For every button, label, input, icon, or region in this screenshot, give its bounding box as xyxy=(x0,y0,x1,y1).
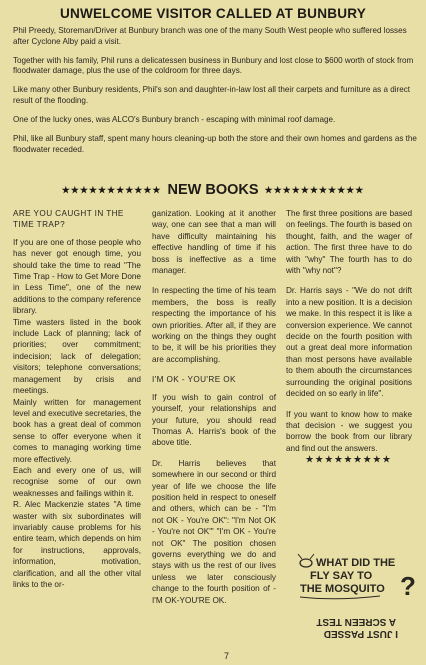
column-paragraph: ganization. Looking at it another way, one can see that a man will have difficulty maintaining his effective handling of time if his boss is ineffective as a time manager. xyxy=(152,209,276,276)
column-paragraph: The first three positions are based on feelings. The fourth is based on thought, faith, and the wager of action. The first three have to do with "why" The fourth has to do with "why not"? xyxy=(286,209,412,276)
column-3 xyxy=(286,208,412,466)
column-paragraph: Each and every one of us, will recognise some of our own weaknesses and failings within it. xyxy=(13,465,141,498)
cartoon-answer: A SCREEN TEST xyxy=(316,616,396,627)
stars-left: ★★★★★★★★★★★ xyxy=(61,184,162,195)
article-headline: UNWELCOME VISITOR CALLED AT BUNBURY xyxy=(59,6,367,21)
cartoon-text: FLY SAY TO xyxy=(310,570,373,582)
article-paragraph: Phil, like all Bunbury staff, spent many hours cleaning-up both the store and their own homes and gardens as the floodwater receded. xyxy=(13,134,417,154)
column-paragraph: Time wasters listed in the book include Lack of planning; lack of priorities; over commitment; indecision; lack of delegation; visitors; telephone conversations; management by crisis and meetings. xyxy=(13,317,141,396)
new-books-banner xyxy=(0,182,426,198)
stars-right: ★★★★★★★★★★★ xyxy=(264,184,365,195)
cartoon-text: THE MOSQUITO xyxy=(300,583,385,595)
column-paragraph: Dr. Harris believes that somewhere in our second or third year of life we choose the life position held in respect to oneself and others, which can be - "I'm not OK - You're OK": "I'm Not OK - You're not OK"' "I'm OK - You're not OK" The position chosen governs everything we do and stays with us the rest of our lives unless we later consciously change to the fourth position of -I'M OK-YOU'RE OK. xyxy=(152,458,276,605)
article-body xyxy=(13,26,419,164)
column-2 xyxy=(152,208,276,606)
article-paragraph: Together with his family, Phil runs a delicatessen business in Bunbury and lost close to $600 worth of stock from floodwater damage, plus the use of the coldroom for three days. xyxy=(13,55,414,76)
column-paragraph: If you are one of those people who has never got enough time, you should take the time to read "The Time Trap - How to Get More Done in Less Time", one of the new additions to the company reference library. xyxy=(13,237,141,316)
question-mark: ? xyxy=(400,571,416,601)
column-paragraph: In respecting the time of his team members, the boss is really respecting the importance of his own priorities. After all, if they are working on the things they ought to be, it will be his priorities they are accomplishing. xyxy=(152,286,276,364)
article-paragraph: Like many other Bunbury residents, Phil's son and daughter-in-law lost all their carpets and furniture as a direct result of the flooding. xyxy=(13,85,410,105)
column-paragraph: Dr. Harris says - "We do not drift into a new position. It is a decision we make. In this respect it is like a conversion experience. We cannot decide on the fourth position with out a great deal more information than most persons have available to them abouth the circumstances surrounding the original positions decided on so early in life". xyxy=(286,286,412,399)
column-paragraph: Mainly written for management level and executive secretaries, the book has a great deal of common sense to offer everyone when it comes to managing working time more effectively. xyxy=(13,397,141,464)
article-paragraph: One of the lucky ones, was ALCO's Bunbury branch - escaping with minimal roof damage. xyxy=(13,115,336,125)
cartoon-answer: I JUST PASSED xyxy=(323,628,398,639)
column-paragraph: R. Alec Mackenzie states "A time waster with six subordinates will invariably cause problems for his entire team, which depends on him for instructions, approvals, information, motivation, clarification, and all the other vital links to the or- xyxy=(13,500,141,589)
column-1 xyxy=(13,208,141,590)
column-paragraph: If you wish to gain control of yourself, your relationships and your future, you should read Thomas A. Harris's book of the above title. xyxy=(152,392,276,448)
page-number: 7 xyxy=(224,651,230,661)
article-paragraph: Phil Preedy, Storeman/Driver at Bunbury branch was one of the many South West people who suffered losses after Cyclone Alby paid a visit. xyxy=(13,26,407,46)
star-divider: ★★★★★★★★★ xyxy=(305,454,393,465)
cartoon-text: WHAT DID THE xyxy=(316,557,396,569)
fly-icon xyxy=(300,559,312,567)
book-heading: I'M OK - YOU'RE OK xyxy=(152,375,236,385)
column-paragraph: If you want to know how to make that decision - we suggest you borrow the book from our library and find out the answers. xyxy=(286,409,412,453)
book-heading: ARE YOU CAUGHT IN THE TIME TRAP? xyxy=(13,209,124,230)
section-title: NEW BOOKS xyxy=(167,182,259,198)
fly-mosquito-cartoon xyxy=(296,553,420,653)
